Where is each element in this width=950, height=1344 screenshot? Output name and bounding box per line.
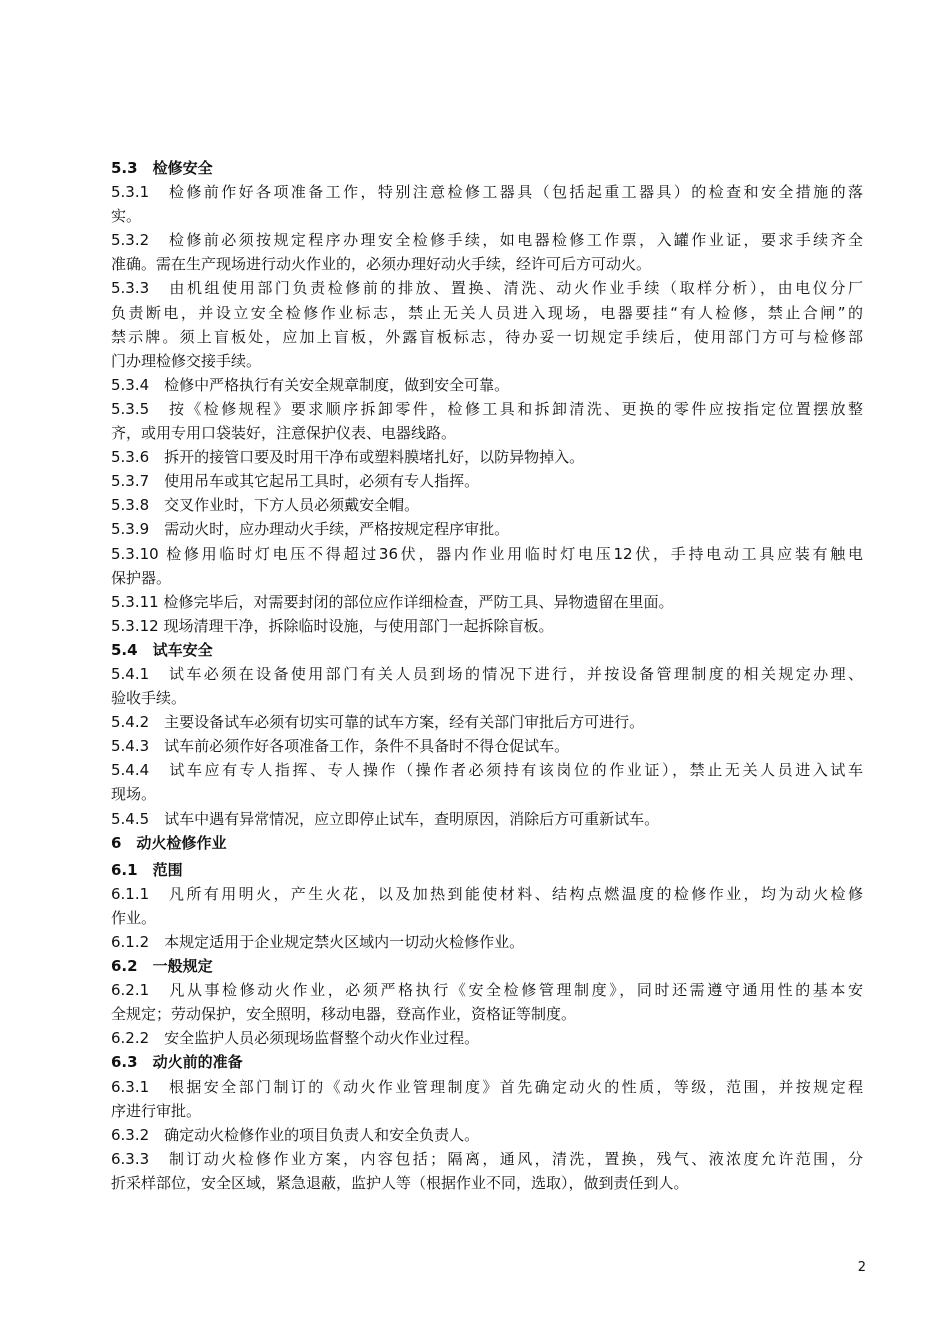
text-line: 全规定；劳动保护，安全照明，移动电器，登高作业，资格证等制度。: [111, 1005, 577, 1024]
text-line: 5.3.11 检修完毕后，对需要封闭的部位应作详细检查，严防工具、异物遗留在里面。: [111, 592, 674, 611]
text-line: 现场。: [111, 785, 157, 804]
text-line: 保护器。: [111, 568, 172, 587]
text-line: 禁示牌。须上盲板处，应加上盲板，外露盲板标志，待办妥一切规定手续后，使用部门方可与检修部: [111, 327, 863, 346]
text-line: 5.4.1 试车必须在设备使用部门有关人员到场的情况下进行，并按设备管理制度的相关规定办理、: [111, 664, 863, 683]
text-line: 6.2.2 安全监护人员必须现场监督整个动火作业过程。: [111, 1029, 480, 1048]
text-line: 6.1.2 本规定适用于企业规定禁火区域内一切动火检修作业。: [111, 933, 525, 951]
section-heading: 6 动火检修作业: [111, 833, 227, 852]
text-line: 5.3.6 拆开的接管口要及时用干净布或塑料膜堵扎好，以防异物掉入。: [111, 448, 585, 467]
text-line: 验收手续。: [111, 689, 187, 708]
text-line: 5.3.3 由机组使用部门负责检修前的排放、置换、清洗、动火作业手续（取样分析），由电仪分厂: [111, 279, 863, 298]
section-heading: 5.4 试车安全: [111, 640, 213, 659]
text-line: 6.3.3 制订动火检修作业方案，内容包括；隔离，通风，清洗，置换，残气、液浓度允许范围，分: [111, 1149, 863, 1168]
text-line: 5.3.7 使用吊车或其它起吊工具时，必须有专人指挥。: [111, 472, 480, 491]
text-line: 作业。: [111, 908, 157, 927]
text-line: 5.4.5 试车中遇有异常情况，应立即停止试车，查明原因，消除后方可重新试车。: [111, 809, 660, 828]
text-line: 实。: [111, 207, 142, 226]
text-line: 序进行审批。: [111, 1101, 202, 1120]
text-line: 6.2.1 凡从事检修动火作业，必须严格执行《安全检修管理制度》，同时还需遵守通用性的基本安: [111, 981, 863, 1000]
text-line: 5.3.8 交叉作业时，下方人员必须戴安全帽。: [111, 496, 420, 515]
document-body: [111, 156, 863, 1195]
text-line: 齐，或用专用口袋装好，注意保护仪表、电器线路。: [111, 424, 457, 443]
text-line: 6.3.2 确定动火检修作业的项目负责人和安全负责人。: [111, 1125, 480, 1144]
text-line: 5.3.10 检修用临时灯电压不得超过36伏，器内作业用临时灯电压12伏，手持电动工具应装有触电: [111, 544, 863, 563]
text-line: 5.4.2 主要设备试车必须有切实可靠的试车方案，经有关部门审批后方可进行。: [111, 713, 645, 732]
text-line: 6.3.1 根据安全部门制订的《动火作业管理制度》首先确定动火的性质，等级，范围，并按规定程: [111, 1077, 863, 1096]
section-heading: 6.2 一般规定: [111, 957, 213, 976]
text-line: 6.1.1 凡所有用明火，产生火花，以及加热到能使材料、结构点燃温度的检修作业，均为动火检修: [111, 884, 863, 903]
text-line: 准确。需在生产现场进行动火作业的，必须办理好动火手续，经许可后方可动火。: [111, 255, 652, 274]
page-number: 2: [857, 1260, 866, 1275]
text-line: 5.3.4 检修中严格执行有关安全规章制度，做到安全可靠。: [111, 375, 510, 394]
section-heading: 6.1 范围: [111, 860, 183, 879]
text-line: 5.4.3 试车前必须作好各项准备工作，条件不具备时不得仓促试车。: [111, 737, 570, 756]
text-line: 5.3.9 需动火时，应办理动火手续，严格按规定程序审批。: [111, 520, 510, 539]
text-line: 5.4.4 试车应有专人指挥、专人操作（操作者必须持有该岗位的作业证），禁止无关人员进入试车: [111, 761, 863, 780]
text-line: 折采样部位，安全区域，紧急退蔽，监护人等（根据作业不同，选取），做到责任到人。: [111, 1173, 689, 1192]
section-heading: 6.3 动火前的准备: [111, 1053, 243, 1072]
text-line: 5.3.2 检修前必须按规定程序办理安全检修手续，如电器检修工作票，入罐作业证，要求手续齐全: [111, 231, 863, 250]
text-line: 5.3.1 检修前作好各项准备工作，特别注意检修工器具（包括起重工器具）的检查和安全措施的落: [111, 183, 863, 202]
text-line: 门办理检修交接手续。: [111, 351, 262, 370]
text-line: 负责断电，并设立安全检修作业标志，禁止无关人员进入现场，电器要挂“有人检修，禁止合闸”的: [111, 303, 863, 322]
text-line: 5.3.12 现场清理干净，拆除临时设施，与使用部门一起拆除盲板。: [111, 616, 554, 635]
section-heading: 5.3 检修安全: [111, 159, 213, 177]
text-line: 5.3.5 按《检修规程》要求顺序拆卸零件，检修工具和拆卸清洗、更换的零件应按指定位置摆放整: [111, 399, 863, 418]
